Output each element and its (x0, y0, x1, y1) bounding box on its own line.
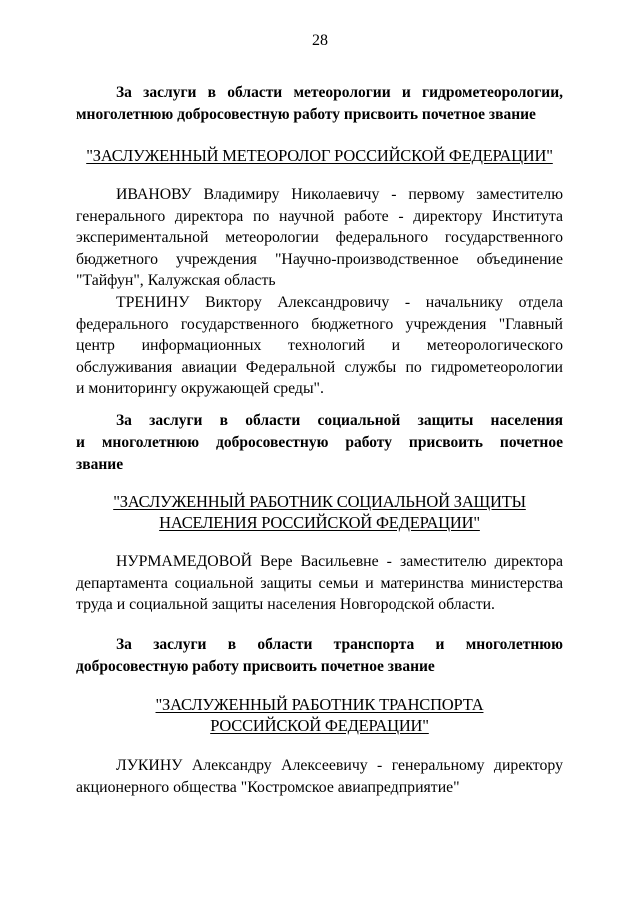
section-transport-preamble (76, 634, 563, 678)
page-number: 28 (312, 32, 328, 49)
section-meteorology-preamble (76, 82, 563, 126)
award-title-line: РОССИЙСКОЙ ФЕДЕРАЦИИ" (210, 716, 429, 735)
awardee-line: федерального государственного бюджетного учреждения "Главный (76, 315, 563, 333)
award-title-line: "ЗАСЛУЖЕННЫЙ МЕТЕОРОЛОГ РОССИЙСКОЙ ФЕДЕРАЦИИ" (86, 146, 553, 165)
awardee-line: и мониторингу окружающей среды". (76, 380, 324, 398)
awardee-line: ТРЕНИНУ Виктору Александровичу - начальнику отдела (116, 294, 563, 311)
awardee-line: обслуживания авиации Федеральной службы по гидрометеорологии (76, 358, 563, 376)
awardee-trenin (76, 292, 563, 400)
preamble-line: добросовестную работу присвоить почетное звание (76, 658, 435, 675)
awardee-line: департамента социальной защиты семьи и материнства министерства (76, 574, 563, 592)
section-transport-title (76, 694, 563, 736)
awardee-line: "Тайфун", Калужская область (76, 272, 276, 290)
preamble-line: и многолетнюю добросовестную работу присвоить почетное (76, 434, 563, 451)
preamble-line: многолетнюю добросовестную работу присвоить почетное звание (76, 106, 536, 123)
awardee-lukin (76, 755, 563, 798)
preamble-line: За заслуги в области транспорта и многолетнюю (116, 636, 563, 653)
awardee-line: ИВАНОВУ Владимиру Николаевичу - первому заместителю (116, 186, 563, 203)
awardee-ivanov (76, 184, 563, 292)
award-title-line: "ЗАСЛУЖЕННЫЙ РАБОТНИК СОЦИАЛЬНОЙ ЗАЩИТЫ (113, 492, 526, 511)
awardee-line: бюджетного учреждения "Научно-производственное объединение (76, 250, 563, 268)
awardee-line: генерального директора по научной работе - директору Института (76, 207, 563, 225)
section-social-title (76, 491, 563, 533)
preamble-line: За заслуги в области метеорологии и гидрометеорологии, (116, 84, 563, 101)
awardee-line: акционерного общества "Костромское авиапредприятие" (76, 778, 460, 796)
awardee-line: ЛУКИНУ Александру Алексеевичу - генеральному директору (116, 757, 563, 774)
awardee-line: центр информационных технологий и метеорологического (76, 337, 563, 355)
preamble-line: За заслуги в области социальной защиты населения (116, 412, 563, 429)
preamble-line: звание (76, 456, 124, 473)
section-meteorology-title (76, 145, 563, 166)
awardee-line: экспериментальной метеорологии федерального государственного (76, 229, 563, 247)
awardee-nurmamedova (76, 551, 563, 616)
award-title-line: "ЗАСЛУЖЕННЫЙ РАБОТНИК ТРАНСПОРТА (155, 695, 484, 714)
award-title-line: НАСЕЛЕНИЯ РОССИЙСКОЙ ФЕДЕРАЦИИ" (159, 513, 480, 532)
section-social-preamble (76, 410, 563, 476)
awardee-line: труда и социальной защиты населения Новгородской области. (76, 596, 496, 614)
awardee-line: НУРМАМЕДОВОЙ Вере Васильевне - заместителю директора (116, 553, 563, 570)
